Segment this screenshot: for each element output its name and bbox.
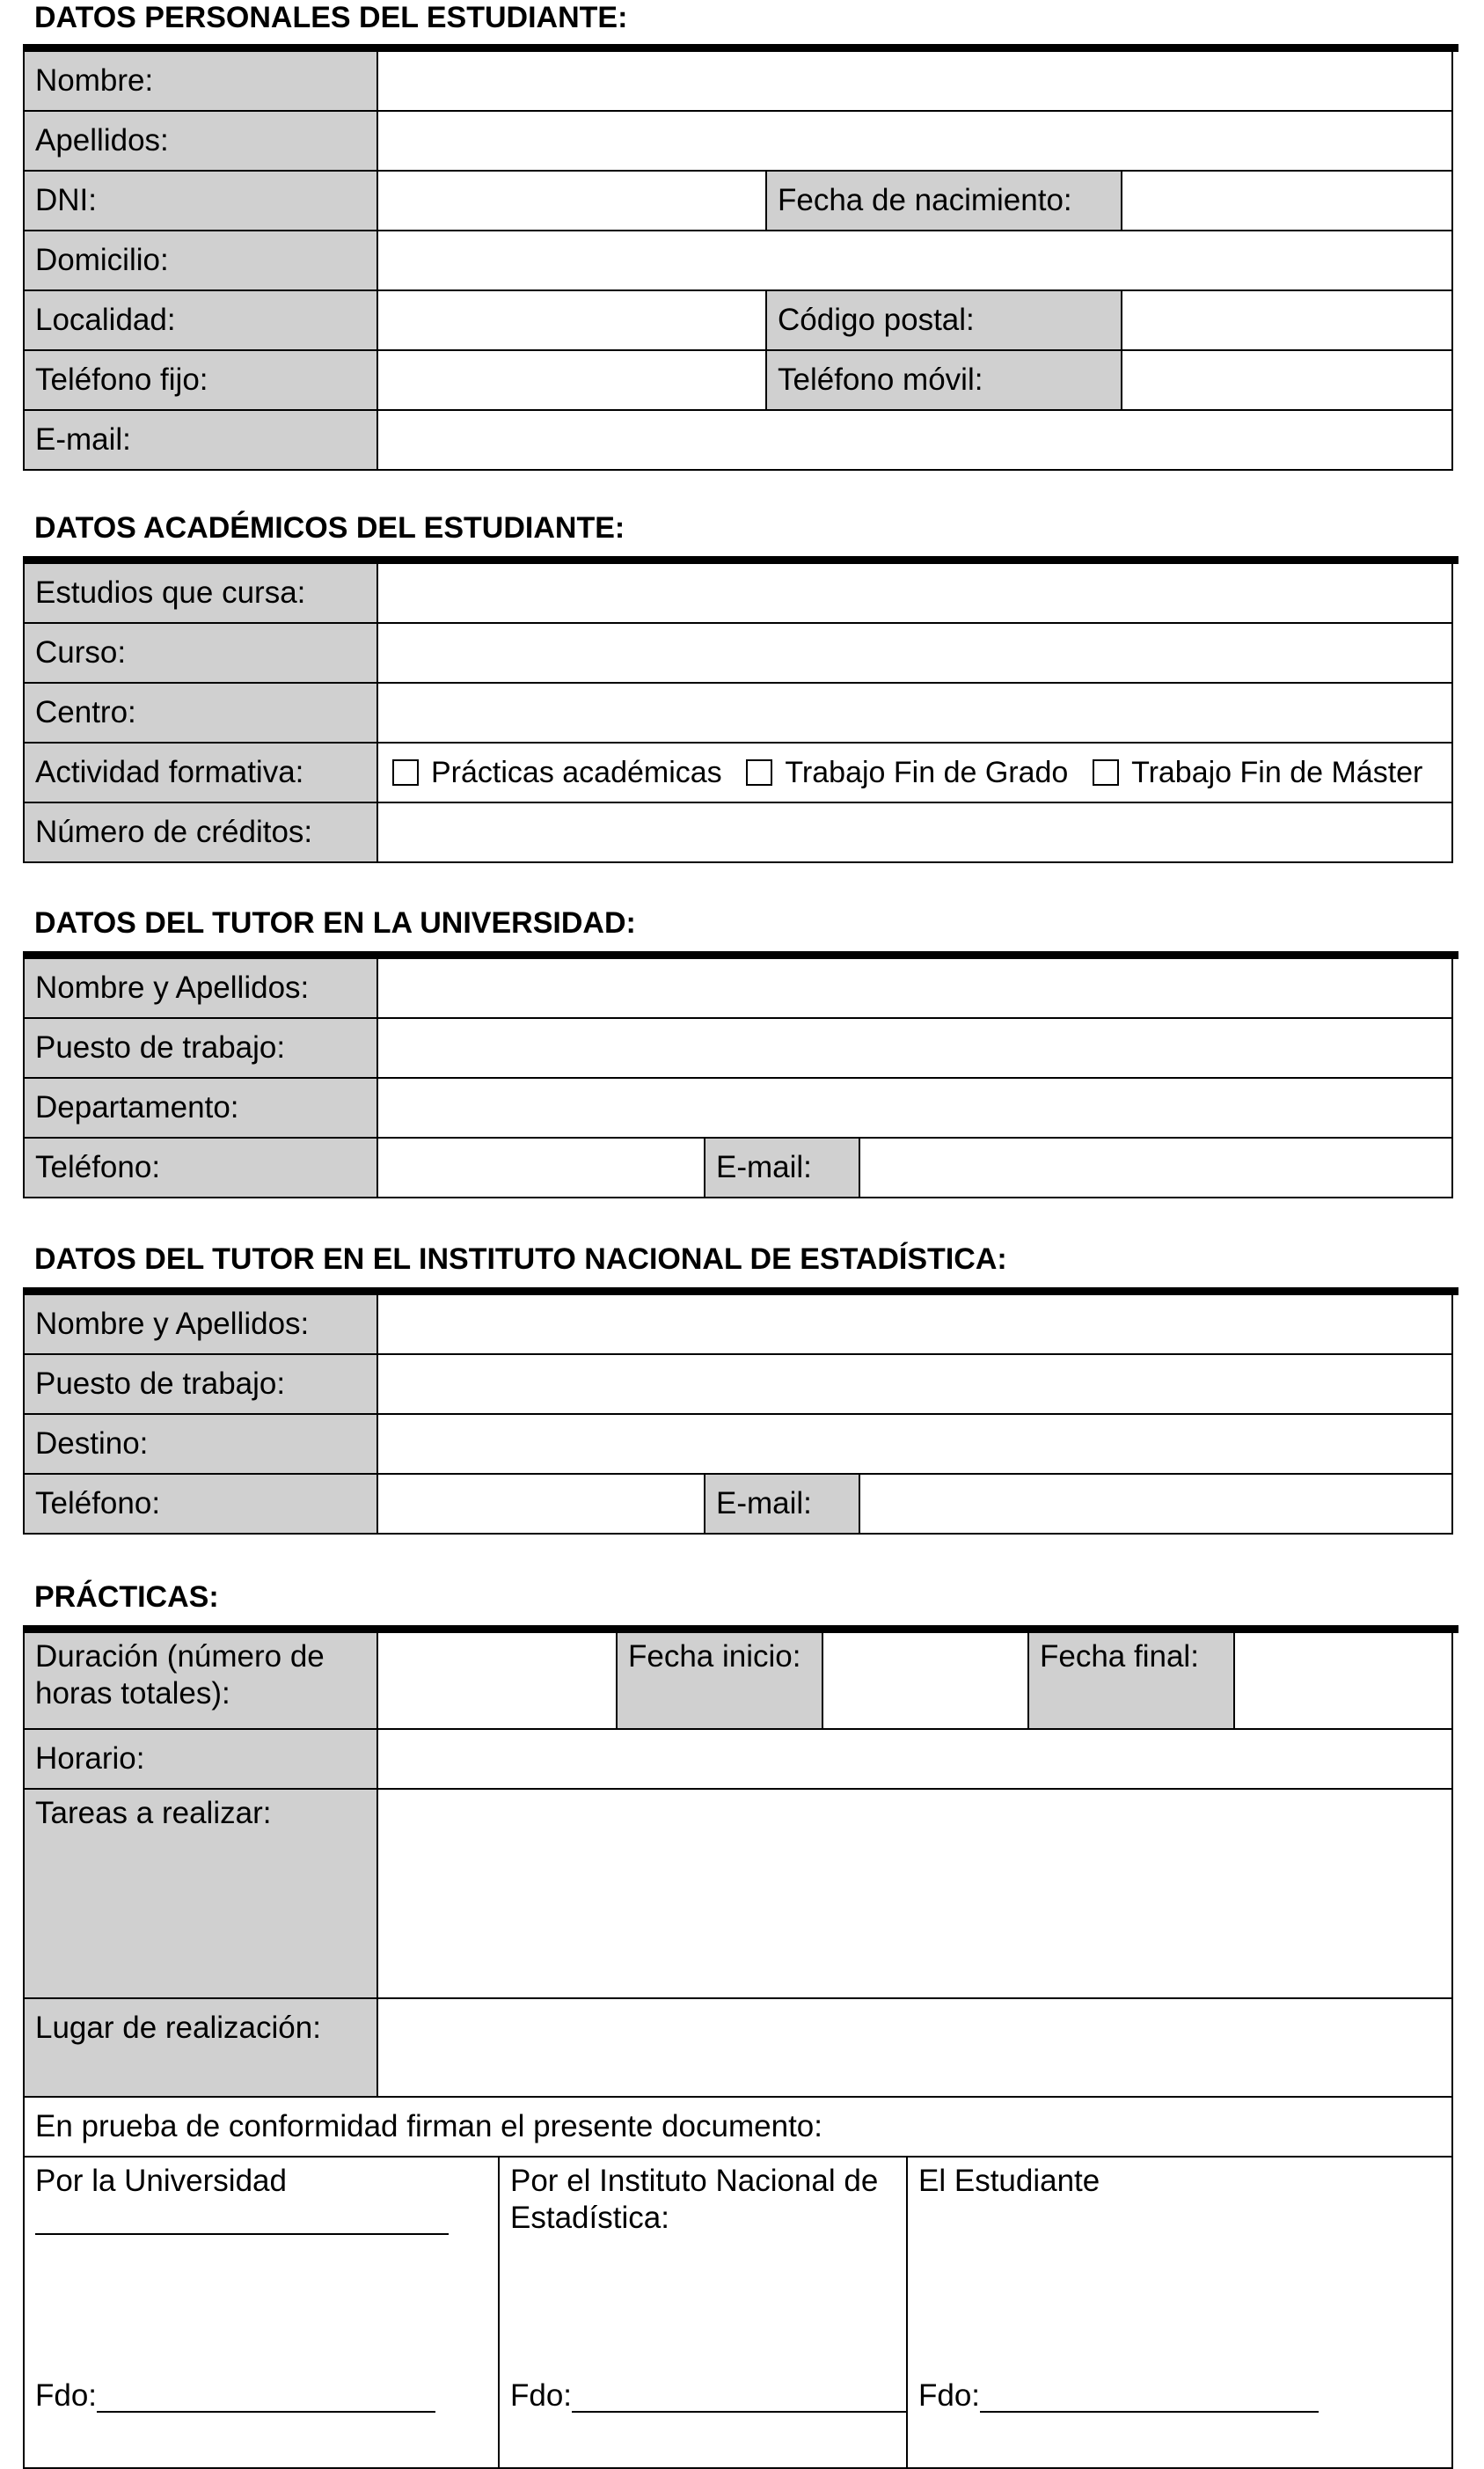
table-row: [24, 410, 1452, 470]
firma-ine-fdo: Fdo:: [510, 2377, 907, 2414]
tutor-univ-email-field[interactable]: [859, 1138, 1452, 1198]
table-row: [24, 290, 1452, 350]
horario-label: Horario:: [24, 1729, 377, 1789]
curso-field[interactable]: [377, 623, 1452, 683]
table-row: [24, 1138, 1452, 1198]
conformidad-text: En prueba de conformidad firman el presente documento:: [24, 2097, 1452, 2157]
tutor-univ-nombre-field[interactable]: [377, 958, 1452, 1018]
signature-line: [35, 2200, 449, 2235]
table-row: [24, 683, 1452, 743]
actividad-options: [377, 743, 1452, 802]
centro-field[interactable]: [377, 683, 1452, 743]
section-title-practicas: PRÁCTICAS:: [34, 1580, 219, 1614]
telefono-fijo-field[interactable]: [377, 350, 766, 410]
fecha-inicio-label: Fecha inicio:: [617, 1632, 822, 1729]
tutor-ine-destino-field[interactable]: [377, 1414, 1452, 1474]
table-row: [24, 111, 1452, 171]
firma-universidad-label: Por la Universidad: [35, 2164, 287, 2198]
centro-label: Centro:: [24, 683, 377, 743]
table-row: [24, 1789, 1452, 1998]
section-title-tutor-ine: DATOS DEL TUTOR EN EL INSTITUTO NACIONAL DE ESTADÍSTICA:: [34, 1242, 1007, 1276]
tutor-ine-nombre-label: Nombre y Apellidos:: [24, 1294, 377, 1354]
option-tfg[interactable]: [746, 754, 1068, 791]
domicilio-field[interactable]: [377, 231, 1452, 290]
tutor-univ-telefono-label: Teléfono:: [24, 1138, 377, 1198]
firma-ine-label: Por el Instituto Nacional de Estadística:: [510, 2164, 879, 2235]
tutor-ine-nombre-field[interactable]: [377, 1294, 1452, 1354]
tutor-ine-puesto-field[interactable]: [377, 1354, 1452, 1414]
fecha-final-label: Fecha final:: [1028, 1632, 1234, 1729]
firma-universidad[interactable]: [24, 2157, 499, 2468]
lugar-field[interactable]: [377, 1998, 1452, 2097]
tutor-univ-puesto-field[interactable]: [377, 1018, 1452, 1078]
tutor-univ-departamento-field[interactable]: [377, 1078, 1452, 1138]
nombre-field[interactable]: [377, 51, 1452, 111]
checkbox-tfg[interactable]: [746, 759, 772, 786]
codigo-postal-label: Código postal:: [766, 290, 1122, 350]
email-label: E-mail:: [24, 410, 377, 470]
table-row: [24, 51, 1452, 111]
personal-table: [23, 50, 1453, 471]
fecha-inicio-field[interactable]: [822, 1632, 1028, 1729]
table-row: [24, 231, 1452, 290]
fecha-final-field[interactable]: [1234, 1632, 1452, 1729]
table-row: [24, 1354, 1452, 1414]
table-row: [24, 743, 1452, 802]
table-row: [24, 1998, 1452, 2097]
firma-universidad-fdo: Fdo:: [35, 2377, 435, 2414]
table-row: [24, 1474, 1452, 1534]
table-row: [24, 1078, 1452, 1138]
tutor-univ-nombre-label: Nombre y Apellidos:: [24, 958, 377, 1018]
domicilio-label: Domicilio:: [24, 231, 377, 290]
tareas-label: Tareas a realizar:: [24, 1789, 377, 1998]
option-tfm[interactable]: [1093, 754, 1422, 791]
option-label: Trabajo Fin de Máster: [1131, 756, 1423, 789]
table-row: [24, 802, 1452, 862]
table-row: [24, 2097, 1452, 2157]
firma-estudiante-fdo: Fdo:: [918, 2377, 1319, 2414]
fecha-nacimiento-label: Fecha de nacimiento:: [766, 171, 1122, 231]
localidad-label: Localidad:: [24, 290, 377, 350]
table-row: [24, 171, 1452, 231]
table-row: [24, 1018, 1452, 1078]
estudios-field[interactable]: [377, 563, 1452, 623]
telefono-movil-field[interactable]: [1122, 350, 1452, 410]
codigo-postal-field[interactable]: [1122, 290, 1452, 350]
tutor-ine-telefono-label: Teléfono:: [24, 1474, 377, 1534]
dni-label: DNI:: [24, 171, 377, 231]
tutor-ine-puesto-label: Puesto de trabajo:: [24, 1354, 377, 1414]
signature-line: [97, 2377, 435, 2413]
tutor-univ-email-label: E-mail:: [705, 1138, 859, 1198]
checkbox-practicas[interactable]: [392, 759, 419, 786]
tutor-ine-table: [23, 1293, 1453, 1535]
option-practicas[interactable]: [392, 754, 722, 791]
table-row: [24, 958, 1452, 1018]
tutor-ine-telefono-field[interactable]: [377, 1474, 705, 1534]
localidad-field[interactable]: [377, 290, 766, 350]
apellidos-label: Apellidos:: [24, 111, 377, 171]
option-label: Trabajo Fin de Grado: [785, 756, 1069, 789]
curso-label: Curso:: [24, 623, 377, 683]
section-title-academicos: DATOS ACADÉMICOS DEL ESTUDIANTE:: [34, 511, 625, 545]
tutor-ine-email-field[interactable]: [859, 1474, 1452, 1534]
table-row: [24, 2157, 1452, 2468]
firma-ine[interactable]: [499, 2157, 907, 2468]
table-row: [24, 1294, 1452, 1354]
nombre-label: Nombre:: [24, 51, 377, 111]
tutor-ine-destino-label: Destino:: [24, 1414, 377, 1474]
tutor-univ-puesto-label: Puesto de trabajo:: [24, 1018, 377, 1078]
tutor-univ-departamento-label: Departamento:: [24, 1078, 377, 1138]
table-row: [24, 1729, 1452, 1789]
firma-estudiante[interactable]: [907, 2157, 1452, 2468]
creditos-label: Número de créditos:: [24, 802, 377, 862]
duracion-field[interactable]: [377, 1632, 617, 1729]
lugar-label: Lugar de realización:: [24, 1998, 377, 2097]
telefono-movil-label: Teléfono móvil:: [766, 350, 1122, 410]
tutor-univ-telefono-field[interactable]: [377, 1138, 705, 1198]
table-row: [24, 1414, 1452, 1474]
practicas-table: [23, 1631, 1453, 2469]
dni-field[interactable]: [377, 171, 766, 231]
fecha-nacimiento-field[interactable]: [1122, 171, 1452, 231]
section-title-tutor-univ: DATOS DEL TUTOR EN LA UNIVERSIDAD:: [34, 906, 636, 940]
table-row: [24, 563, 1452, 623]
estudios-label: Estudios que cursa:: [24, 563, 377, 623]
table-row: [24, 350, 1452, 410]
table-row: [24, 623, 1452, 683]
signature-line: [572, 2377, 907, 2413]
section-title-personal: DATOS PERSONALES DEL ESTUDIANTE:: [34, 1, 628, 34]
apellidos-field[interactable]: [377, 111, 1452, 171]
horario-field[interactable]: [377, 1729, 1452, 1789]
tutor-ine-email-label: E-mail:: [705, 1474, 859, 1534]
email-field[interactable]: [377, 410, 1452, 470]
signature-line: [980, 2377, 1319, 2413]
creditos-field[interactable]: [377, 802, 1452, 862]
option-label: Prácticas académicas: [431, 756, 722, 789]
actividad-label: Actividad formativa:: [24, 743, 377, 802]
tutor-univ-table: [23, 957, 1453, 1198]
academicos-table: [23, 562, 1453, 863]
firma-estudiante-label: El Estudiante: [918, 2164, 1100, 2198]
telefono-fijo-label: Teléfono fijo:: [24, 350, 377, 410]
tareas-field[interactable]: [377, 1789, 1452, 1998]
checkbox-tfm[interactable]: [1093, 759, 1119, 786]
duracion-label: Duración (número de horas totales):: [24, 1632, 377, 1729]
table-row: [24, 1632, 1452, 1729]
